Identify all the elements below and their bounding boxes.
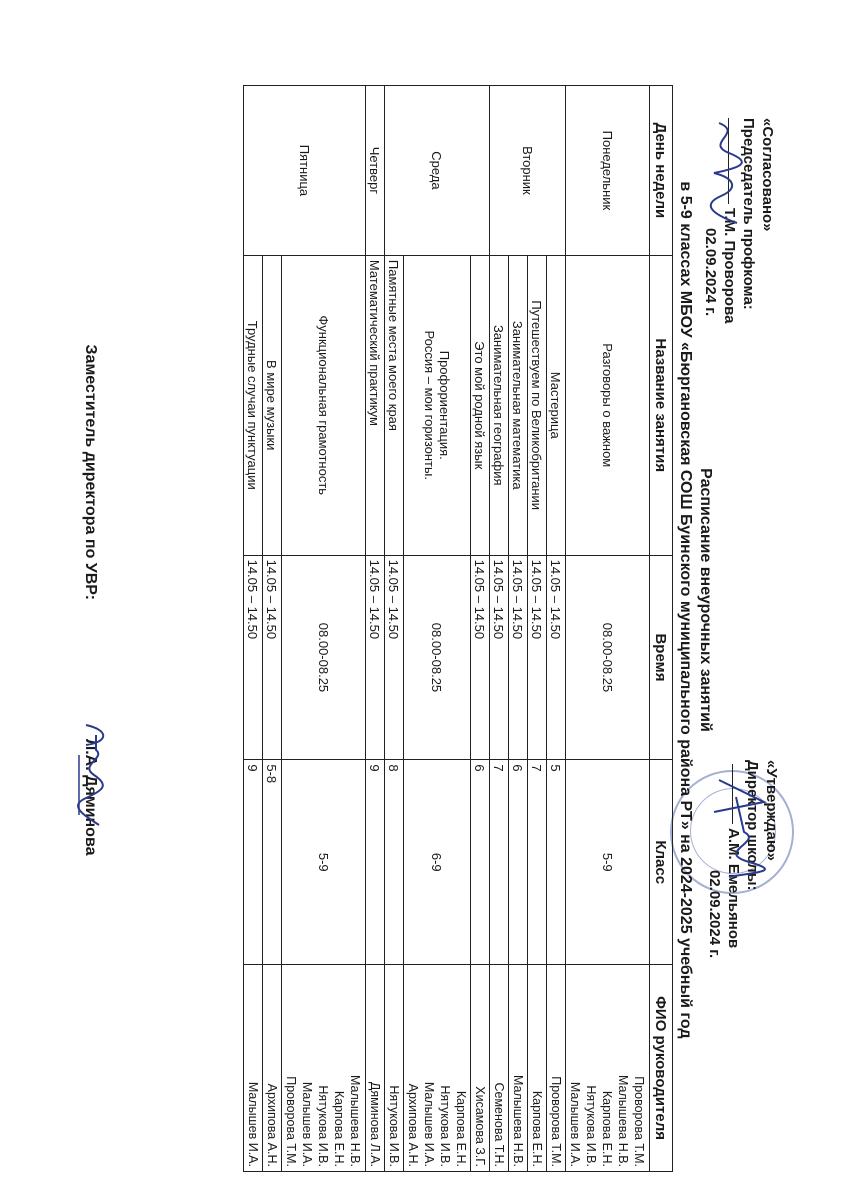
table-row (547, 86, 566, 1172)
day-cell: Пятница (244, 86, 366, 256)
teacher-cell (282, 965, 366, 1172)
approval-heading: «Согласовано» (759, 118, 776, 232)
teacher-name: Архипова А.Н. (406, 1083, 420, 1167)
teacher-cell: Архипова А.Н. (263, 965, 282, 1172)
header-activity: Название занятия (650, 255, 673, 555)
activity-cell: Занимательная математика (509, 255, 528, 555)
teacher-cell (566, 965, 650, 1172)
class-cell: 6-9 (404, 760, 471, 965)
time-cell: 14.05 – 14.50 (509, 555, 528, 760)
table-row (566, 86, 650, 1172)
activity-cell: Занимательная география (490, 255, 509, 555)
day-cell: Понедельник (566, 86, 650, 256)
class-cell: 8 (385, 760, 404, 965)
class-cell: 6 (509, 760, 528, 965)
class-cell: 5 (547, 760, 566, 965)
header-time: Время (650, 555, 673, 760)
table-row (366, 86, 385, 1172)
class-cell: 5-9 (566, 760, 650, 965)
time-cell: 14.05 – 14.50 (366, 555, 385, 760)
approval-date: 02.09.2024 г. (702, 228, 719, 317)
teacher-name: Проворова Т.М. (632, 1076, 647, 1167)
activity-cell: Это мой родной язык (471, 255, 490, 555)
teacher-name: Проворова Т.М. (284, 1076, 299, 1167)
time-cell: 14.05 – 14.50 (385, 555, 404, 760)
approval-heading: «Утверждаю» (763, 760, 780, 862)
approval-name: Т.М. Проворова (721, 208, 738, 324)
teacher-cell: Нятукова И.В. (385, 965, 404, 1172)
teacher-name: Малышев И.А. (568, 1081, 583, 1167)
day-cell: Четверг (366, 86, 385, 256)
time-cell: 14.05 – 14.50 (244, 555, 263, 760)
time-cell: 08.00-08.25 (404, 555, 471, 760)
header-class: Класс (650, 760, 673, 965)
time-cell: 14.05 – 14.50 (471, 555, 490, 760)
page-title: Расписание внеурочных занятий (697, 468, 714, 732)
time-cell: 08.00-08.25 (282, 555, 366, 760)
approval-position: Председатель профкома: (740, 118, 757, 310)
teacher-cell (404, 965, 471, 1172)
time-cell: 14.05 – 14.50 (528, 555, 547, 760)
teacher-name: Карпова Е.Н. (600, 1090, 615, 1167)
day-cell: Вторник (490, 86, 566, 256)
class-cell: 9 (366, 760, 385, 965)
time-cell: 14.05 – 14.50 (263, 555, 282, 760)
table-row (471, 86, 490, 1172)
time-cell: 14.05 – 14.50 (547, 555, 566, 760)
table-row (282, 86, 366, 1172)
time-cell: 08.00-08.25 (566, 555, 650, 760)
teacher-name: Малышева Н.В. (616, 1075, 631, 1167)
teacher-cell: Карпова Е.Н. (528, 965, 547, 1172)
teacher-cell: Малышев И.А. (244, 965, 263, 1172)
teacher-name: Карпова Е.Н. (332, 1090, 347, 1167)
teacher-name: Нятукова И.В. (438, 1085, 452, 1167)
approval-date: 02.09.2024 г. (706, 870, 723, 959)
teacher-name: Малышев И.А. (300, 1081, 315, 1167)
activity-name-line: Профориентация. (437, 350, 452, 460)
activity-cell: Путешествуем по Великобритании (528, 255, 547, 555)
teacher-cell: Семенова Т.Н. (490, 965, 509, 1172)
activity-cell: Трудные случаи пунктуации (244, 255, 263, 555)
teacher-name: Нятукова И.В. (584, 1085, 599, 1167)
approval-position: Директор школы: (744, 760, 761, 891)
teacher-name: Нятукова И.В. (316, 1085, 331, 1167)
teacher-name: Малышева Н.В. (348, 1075, 363, 1167)
class-cell: 9 (244, 760, 263, 965)
teacher-cell: Хисамова З.Г. (471, 965, 490, 1172)
activity-cell: Разговоры о важном (566, 255, 650, 555)
class-cell: 7 (528, 760, 547, 965)
class-cell: 6 (471, 760, 490, 965)
footer-position: Заместитель директора по УВР: (82, 344, 99, 601)
activity-cell: В мире музыки (263, 255, 282, 555)
class-cell: 7 (490, 760, 509, 965)
schedule-table (243, 85, 673, 1172)
teacher-cell: Малышева Н.В. (509, 965, 528, 1172)
page-subtitle: в 5-9 классах МБОУ «Бюргановская СОШ Буинского муниципального района РТ» на 2024-2025 учебный год (677, 181, 694, 1039)
activity-cell: Функциональная грамотность (282, 255, 366, 555)
header-day: День недели (650, 86, 673, 256)
footer-name: Л.А. Дяминова (82, 738, 99, 856)
activity-cell: Математический практикум (366, 255, 385, 555)
time-cell: 14.05 – 14.50 (490, 555, 509, 760)
approval-name: А.М. Емельянов (725, 828, 742, 949)
teacher-cell: Дяминова Л.А. (366, 965, 385, 1172)
class-cell: 5-9 (282, 760, 366, 965)
header-teacher: ФИО руководителя (650, 965, 673, 1172)
activity-name-line: Россия – мои горизонты. (422, 330, 437, 480)
signature-deputy (74, 720, 114, 830)
class-cell: 5-8 (263, 760, 282, 965)
teacher-name: Малышев И.А. (422, 1081, 436, 1167)
teacher-cell: Проворова Т.М. (547, 965, 566, 1172)
teacher-name: Карпова Е.Н. (454, 1090, 468, 1167)
activity-cell (404, 255, 471, 555)
activity-cell: Мастерица (547, 255, 566, 555)
day-cell: Среда (385, 86, 490, 256)
activity-cell: Памятные места моего края (385, 255, 404, 555)
footer-signature (81, 0, 99, 1200)
table-header-row (650, 86, 673, 1172)
